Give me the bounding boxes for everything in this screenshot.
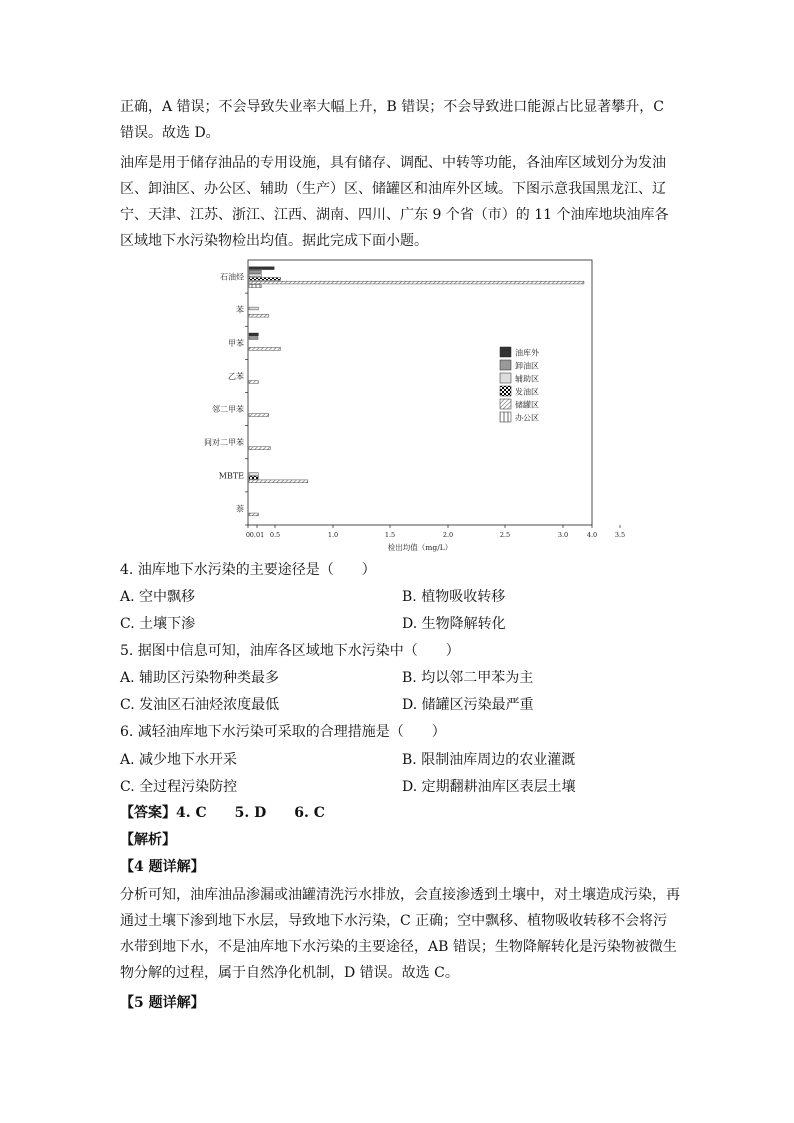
x-tick-label: 3.0 [557, 531, 569, 539]
bar [249, 278, 281, 281]
legend-swatch [500, 386, 511, 396]
bar [249, 513, 258, 516]
q6-option-a[interactable]: A. 减少地下水开采 [120, 752, 238, 768]
x-tick-label: 1.0 [327, 531, 339, 539]
category-label: 石油烃 [220, 272, 244, 282]
x-tick-label: 2.5 [499, 531, 511, 539]
x-tick-label: 0.01 [249, 531, 265, 539]
bar [249, 473, 258, 476]
q5-stem: 5. 据图中信息可知，油库各区域地下水污染中（ ） [120, 643, 460, 659]
pollutant-bar-chart [190, 255, 626, 555]
legend-swatch [500, 360, 511, 370]
q5-option-d[interactable]: D. 储罐区污染最严重 [402, 697, 534, 713]
plot-frame [248, 260, 592, 525]
bar [249, 307, 258, 310]
bar [249, 270, 261, 273]
bar [249, 267, 274, 270]
bar [249, 476, 258, 479]
category-label: 邻二甲苯 [212, 405, 244, 415]
q4-explanation: 分析可知，油库油品渗漏或油罐清洗污水排放，会直接渗透到土壤中，对土壤造成污染，再通过土壤下渗到地下水层，导致地下水污染，C 正确；空中飘移、植物吸收转移不会将污水带到地下水，不是油库地下水污染的主要途径，AB 错误；生物降解转化是污染物被微生物分解的过程，属于自然净化机制，D 错误。故选 C。 [120, 887, 680, 981]
bar [249, 447, 270, 450]
q4-option-b[interactable]: B. 植物吸收转移 [402, 589, 506, 605]
bar [249, 480, 308, 483]
q6-option-d[interactable]: D. 定期翻耕油库区表层土壤 [402, 779, 576, 795]
q5-explain-heading: 【5 题详解】 [120, 995, 205, 1011]
q6-stem: 6. 减轻油库地下水污染可采取的合理措施是（ ） [120, 724, 446, 740]
category-label: 苯 [236, 305, 244, 315]
q4-option-c[interactable]: C. 土壤下渗 [120, 616, 196, 632]
bar [249, 281, 584, 284]
x-tick-label: 0 [245, 531, 251, 539]
passage-text: 油库是用于储存油品的专用设施，具有储存、调配、中转等功能，各油库区域划分为发油区、卸油区、办公区、辅助（生产）区、储罐区和油库外区域。下图示意我国黑龙江、辽宁、天津、江苏、浙江、江西、湖南、四川、广东 9 个省（市）的 11 个油库地块油库各区域地下水污染物检出均值。据此完成下面小题。 [120, 155, 669, 249]
bar [249, 314, 269, 317]
q4-option-a[interactable]: A. 空中飘移 [120, 589, 196, 605]
x-tick-label: 4.0 [586, 531, 598, 539]
legend-label: 辅助区 [515, 374, 539, 384]
x-tick-label: 2.0 [442, 531, 454, 539]
q4-option-d[interactable]: D. 生物降解转化 [402, 616, 506, 632]
bar [249, 333, 258, 336]
q6-option-c[interactable]: C. 全过程污染防控 [120, 779, 238, 795]
legend-label: 油库外 [515, 348, 539, 358]
bar [249, 414, 269, 417]
category-label: 乙苯 [228, 371, 244, 381]
legend-label: 储罐区 [515, 400, 539, 410]
q5-option-b[interactable]: B. 均以邻二甲苯为主 [402, 670, 534, 686]
q5-option-a[interactable]: A. 辅助区污染物种类最多 [120, 670, 280, 686]
legend-label: 发油区 [515, 387, 539, 397]
answer-line: 【答案】4. C 5. D 6. C [120, 805, 325, 821]
legend-label: 办公区 [515, 413, 539, 423]
q4-stem: 4. 油库地下水污染的主要途径是（ ） [120, 562, 376, 578]
bar [249, 347, 281, 350]
bar [249, 381, 258, 384]
analysis-heading: 【解析】 [120, 832, 176, 848]
legend-label: 卸油区 [515, 361, 539, 371]
q5-option-c[interactable]: C. 发油区石油烃浓度最低 [120, 697, 280, 713]
bar [249, 285, 261, 288]
x-tick-label: 3.5 [614, 531, 626, 539]
x-axis-label: 检出均值（mg/L） [387, 543, 453, 552]
bar [249, 337, 258, 340]
legend-swatch [500, 347, 511, 357]
legend-swatch [500, 412, 511, 422]
category-label: 间对二甲苯 [204, 438, 244, 448]
category-label: 萘 [236, 504, 244, 514]
intro-text: 正确，A 错误；不会导致失业率大幅上升，B 错误；不会导致进口能源占比显著攀升，C 错误。故选 D。 [120, 99, 665, 141]
x-tick-label: 0.5 [269, 531, 281, 539]
legend-swatch [500, 399, 511, 409]
x-tick-label: 1.5 [384, 531, 396, 539]
bar [249, 274, 261, 277]
q4-explain-heading: 【4 题详解】 [120, 859, 205, 875]
category-label: MBTE [218, 471, 244, 481]
category-label: 甲苯 [228, 338, 244, 348]
legend-swatch [500, 373, 511, 383]
q6-option-b[interactable]: B. 限制油库周边的农业灌溉 [402, 752, 576, 768]
